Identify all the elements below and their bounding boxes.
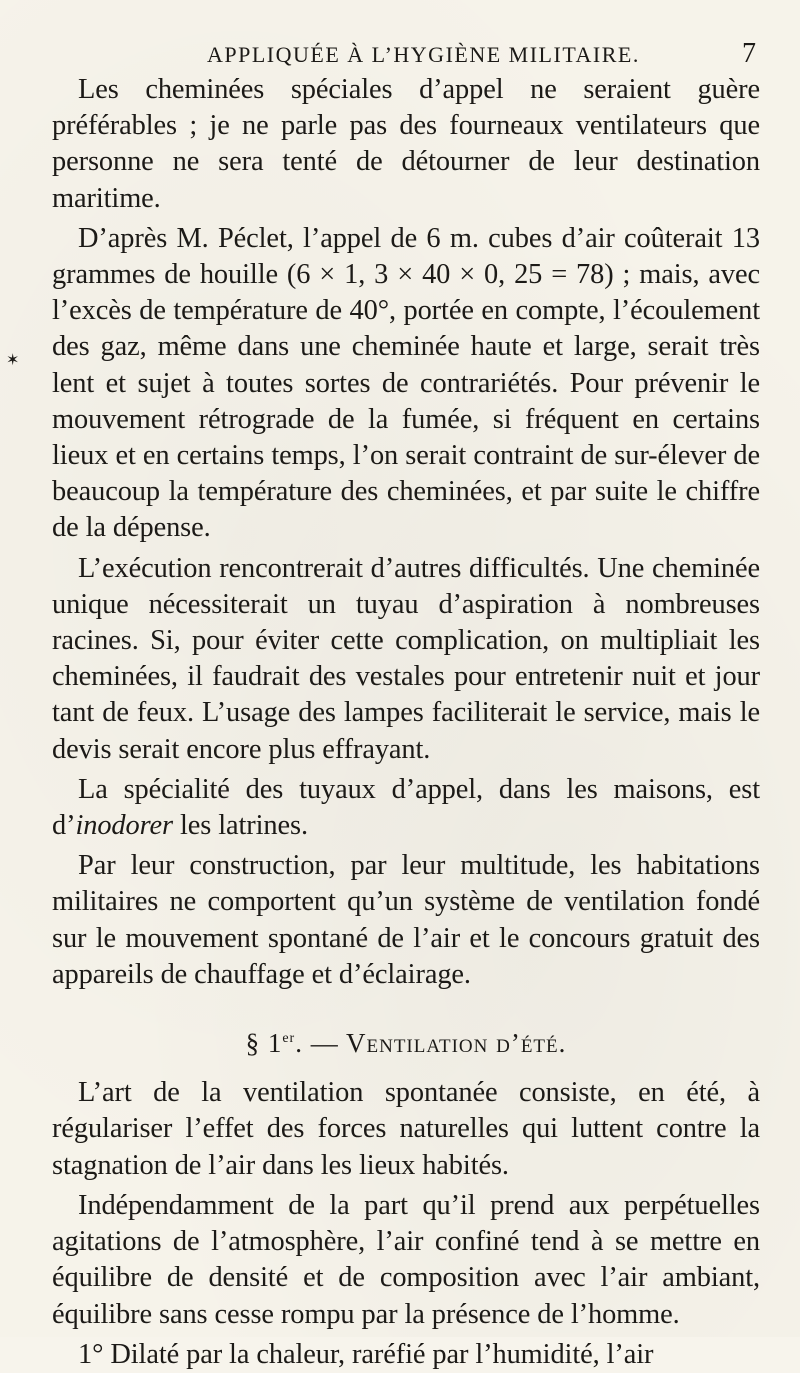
section-ordinal: er <box>282 1031 296 1047</box>
paragraph-tuyaux <box>52 772 760 844</box>
paragraph-cheminees: Les cheminées spéciales d’appel ne seraient guère préférables ; je ne parle pas des fourneaux ventilateurs que personne ne sera tenté de détourner de leur destination maritime. <box>52 74 760 214</box>
section-symbol: § 1 <box>245 1028 283 1059</box>
running-head <box>52 38 760 72</box>
running-title: APPLIQUÉE À L’HYGIÈNE MILITAIRE. <box>207 42 640 67</box>
paragraph-tuyaux-end: les latrines. <box>172 810 308 842</box>
page-number: 7 <box>742 38 758 69</box>
body-text <box>52 72 760 1373</box>
paragraph-execution: L’exécution rencontrerait d’autres difficultés. Une cheminée unique nécessiterait un tuyau d’aspiration à nombreuses racines. Si, pour éviter cette complication, on multipliait les cheminées, il faudrait des vestales pour entretenir nuit et jour tant de feux. L’usage des lampes faciliterait le service, mais le devis serait encore plus effrayant. <box>52 552 760 765</box>
section-heading <box>52 1021 760 1061</box>
paragraph-independamment: Indépendamment de la part qu’il prend aux perpétuelles agitations de l’atmosphère, l’air confiné tend à se mettre en équilibre de densité et de composition avec l’air ambiant, équilibre sans cesse rompu par la présence de l’homme. <box>52 1189 760 1330</box>
paragraph-dilate: 1° Dilaté par la chaleur, raréfié par l’humidité, l’air <box>78 1338 654 1370</box>
paragraph-art-ventilation: L’art de la ventilation spontanée consiste, en été, à régulariser l’effet des forces naturelles qui luttent contre la stagnation de l’air dans les lieux habités. <box>52 1077 760 1181</box>
paragraph-peclet: D’après M. Péclet, l’appel de 6 m. cubes d’air coûterait 13 grammes de houille (6 × 1, 3 × 40 × 0, 25 = 78) ; mais, avec l’excès de température de 40°, portée en compte, l’écoulement des gaz, même dans une cheminée haute et large, serait très lent et sujet à toutes sortes de contrariétés. Pour prévenir le mouvement rétrograde de la fumée, si fréquent en certains lieux et en certains temps, l’on serait contraint de sur-élever de beaucoup la température des cheminées, et par suite le chiffre de la dépense. <box>52 222 760 544</box>
paragraph-tuyaux-start: La spécialité des tuyaux d’appel, dans les maisons, est d’ <box>52 773 760 842</box>
margin-asterisk-icon: ✶ <box>6 350 20 369</box>
paragraph-construction: Par leur construction, par leur multitude, les habitations militaires ne comportent qu’un système de ventilation fondé sur le mouvement spontané de l’air et le concours gratuit des appareils de chauffage et d’éclairage. <box>52 850 760 990</box>
section-title: . — Ventilation d’été. <box>295 1028 567 1059</box>
italic-word: inodorer <box>75 810 173 842</box>
